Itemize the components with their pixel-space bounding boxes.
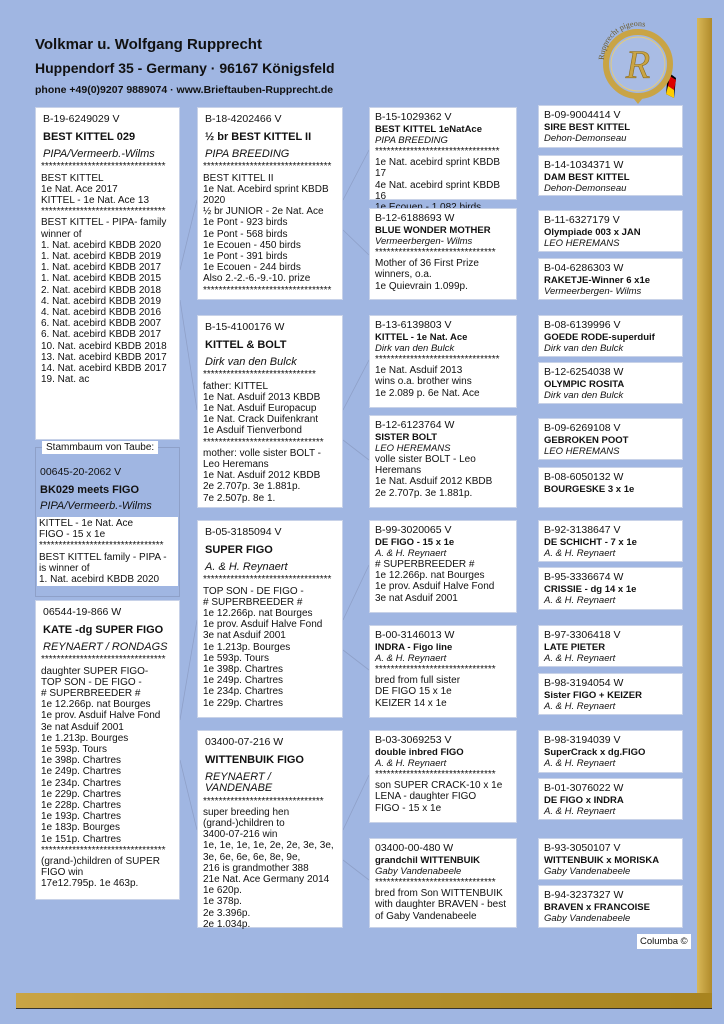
ring-number: B-12-6188693 W	[375, 212, 455, 224]
pigeon-card[interactable]	[538, 778, 683, 820]
ring-number: 03400-07-216 W	[205, 736, 284, 748]
pigeon-notes: volle sister BOLT - Leo Heremans 1e Nat. Asduif 2012 KBDB 2e 2.707p. 3e 1.881p.	[375, 454, 493, 499]
ring-number: B-08-6050132 W	[544, 471, 624, 483]
breeder: A. & H. Reynaert	[544, 548, 616, 559]
breeder: A. & H. Reynaert	[544, 758, 616, 769]
pigeon-card[interactable]	[197, 315, 343, 508]
pigeon-card[interactable]	[35, 600, 180, 900]
pigeon-name: KITTEL - 1e Nat. Ace	[375, 332, 468, 343]
breeder: Dirk van den Bulck	[205, 356, 297, 369]
ring-number: B-13-6139803 V	[375, 319, 452, 331]
breeder: A. & H. Reynaert	[205, 561, 288, 574]
breeder: A. & H. Reynaert	[544, 653, 616, 664]
ring-number: B-93-3050107 V	[544, 842, 621, 854]
breeder: A. & H. Reynaert	[544, 595, 616, 606]
pigeon-name: KITTEL & BOLT	[205, 339, 287, 351]
pigeon-card[interactable]	[538, 105, 683, 148]
ring-number: B-05-3185094 V	[205, 526, 282, 538]
breeder: REYNAERT / VANDENABE	[205, 771, 273, 795]
ring-number: B-12-6123764 W	[375, 419, 455, 431]
pigeon-name: ½ br BEST KITTEL II	[205, 131, 312, 143]
ring-number: B-15-4100176 W	[205, 321, 285, 333]
pigeon-name: KATE -dg SUPER FIGO	[43, 624, 164, 636]
pigeon-card[interactable]	[538, 467, 683, 508]
breeder: Dirk van den Bulck	[544, 343, 624, 354]
pigeon-notes: ******************************* son SUPER CRACK-10 x 1e LENA - daughter FIGO FIGO - 15 x 1e	[375, 769, 503, 814]
breeder-name: Volkmar u. Wolfgang Rupprecht	[35, 36, 262, 53]
ring-number: B-11-6327179 V	[544, 214, 620, 226]
breeder: Dehon-Demonseau	[544, 133, 627, 144]
pigeon-card[interactable]	[369, 625, 517, 718]
pigeon-card[interactable]	[538, 418, 683, 460]
pigeon-name: BRAVEN x FRANCOISE	[544, 902, 650, 913]
pigeon-card[interactable]	[369, 520, 517, 613]
ring-number: 00645-20-2062 V	[40, 466, 122, 478]
pigeon-notes: ******************************* bred from Son WITTENBUIK with daughter BRAVEN - best of Gaby Vandenabeele	[375, 877, 506, 922]
pigeon-card[interactable]	[369, 730, 517, 823]
breeder-address: Huppendorf 35 - Germany · 96167 Königsfeld	[35, 60, 335, 76]
pigeon-card[interactable]	[35, 107, 180, 440]
pigeon-card[interactable]	[369, 838, 517, 928]
pigeon-card[interactable]	[538, 315, 683, 357]
pigeon-notes: ******************************** BEST KITTEL 1e Nat. Ace 2017 KITTEL - 1e Nat. Ace 13 ******************************** BEST KITTEL - PIPA- family winner of 1. Nat. acebird KBDB 2020 1. Nat. acebird KBDB 2019 1. Nat. acebird KBDB 2017 1. Nat. acebird KBDB 2015 2. Nat. acebird KBDB 2018 4. Nat. acebird KBDB 2019 4. Nat. acebird KBDB 2016 6. Nat. acebird KBDB 2007 6. Nat. acebird KBDB 2017 10. Nat. acebird KBDB 2018 13. Nat. acebird KBDB 2017 14. Nat. acebird KBDB 2017 19. Nat. ac	[41, 161, 167, 386]
pigeon-name: BOURGESKE 3 x 1e	[544, 484, 635, 495]
ring-number: B-92-3138647 V	[544, 524, 621, 536]
ring-number: B-15-1029362 V	[375, 111, 452, 123]
pigeon-name: WITTENBUIK x MORISKA	[544, 855, 660, 866]
pigeon-name: LATE PIETER	[544, 642, 606, 653]
breeder: REYNAERT / RONDAGS	[43, 641, 168, 654]
pigeon-name: Sister FIGO + KEIZER	[544, 690, 642, 701]
pigeon-card[interactable]	[538, 520, 683, 562]
pigeon-notes: ******************************** daughter SUPER FIGO- TOP SON - DE FIGO - # SUPERBREEDER # 1e 12.266p. nat Bourges 1e prov. Asduif Halve Fond 3e nat Asduif 2001 1e 1.213p. Bourges 1e 593p. Tours 1e 398p. Chartres 1e 249p. Chartres 1e 234p. Chartres 1e 229p. Chartres 1e 228p. Chartres 1e 193p. Chartres 1e 183p. Bourges 1e 151p. Chartres ******************************** (grand-)children of SUPER FIGO win 17e12.795p. 1e 463p.	[41, 654, 166, 890]
ring-number: 03400-00-480 W	[375, 842, 454, 854]
pigeon-card[interactable]	[369, 315, 517, 408]
ring-number: B-12-6254038 W	[544, 366, 624, 378]
ring-number: B-03-3069253 V	[375, 734, 452, 746]
breeder: LEO HEREMANS	[375, 443, 451, 454]
subject-notes: KITTEL - 1e Nat. Ace FIGO - 15 x 1e ******************************** BEST KITTEL family - PIPA - is winner of 1. Nat. acebird KBDB 2020	[37, 517, 178, 586]
ring-number: B-95-3336674 W	[544, 571, 624, 583]
pigeon-name: GEBROKEN POOT	[544, 435, 629, 446]
pigeon-name: OLYMPIC ROSITA	[544, 379, 625, 390]
pigeon-name: DE FIGO - 15 x 1e	[375, 537, 455, 548]
pigeon-name: Olympiade 003 x JAN	[544, 227, 641, 238]
pigeon-card[interactable]	[538, 730, 683, 773]
pigeon-card[interactable]	[538, 258, 683, 300]
ring-number: 06544-19-866 W	[43, 606, 122, 618]
breeder: PIPA/Vermeerb.-Wilms	[43, 148, 155, 161]
pigeon-card[interactable]	[538, 155, 683, 196]
breeder: LEO HEREMANS	[544, 446, 620, 457]
pigeon-notes: ********************************* TOP SON - DE FIGO - # SUPERBREEDER # 1e 12.266p. nat Bourges 1e prov. Asduif Halve Fond 3e nat Asduif 2001 1e 1.213p. Bourges 1e 593p. Tours 1e 398p. Chartres 1e 249p. Chartres 1e 234p. Chartres 1e 229p. Chartres	[203, 574, 332, 709]
breeder: Vermeerbergen- Wilms	[375, 236, 473, 247]
svg-text:Rupprecht pigeons: Rupprecht pigeons	[596, 18, 647, 61]
breeder: A. & H. Reynaert	[375, 548, 447, 559]
subject-pigeon[interactable]	[40, 466, 152, 513]
pigeon-notes: ********************************* BEST KITTEL II 1e Nat. Acebird sprint KBDB 2020 ½ br JUNIOR - 2e Nat. Ace 1e Pont - 923 birds 1e Pont - 568 birds 1e Ecouen - 450 birds 1e Pont - 391 birds 1e Ecouen - 244 birds Also 2.-2.-6.-9.-10. prize *********************************	[203, 161, 332, 296]
pigeon-card[interactable]	[197, 107, 343, 300]
pigeon-name: SISTER BOLT	[375, 432, 438, 443]
pigeon-name: INDRA - Figo line	[375, 642, 453, 653]
pigeon-name: RAKETJE-Winner 6 x1e	[544, 275, 651, 286]
pigeon-card[interactable]	[538, 885, 683, 928]
breeder-contact: phone +49(0)9207 9889074 · www.Brieftauben-Rupprecht.de	[35, 84, 334, 96]
pigeon-name: DAM BEST KITTEL	[544, 172, 630, 183]
ring-number: B-94-3237327 W	[544, 889, 624, 901]
breeder: A. & H. Reynaert	[375, 653, 447, 664]
pigeon-name: SIRE BEST KITTEL	[544, 122, 631, 133]
ring-number: B-98-3194039 V	[544, 734, 621, 746]
pigeon-notes: ***************************** father: KITTEL 1e Nat. Asduif 2013 KBDB 1e Nat. Asduif Europacup 1e Nat. Crack Duifenkrant 1e Asduif Tienverbond ******************************* mother: volle sister BOLT - Leo Heremans 1e Nat. Asduif 2012 KBDB 2e 2.707p. 3e 1.881p. 7e 2.507p. 8e 1.	[203, 369, 324, 504]
pigeon-card[interactable]	[369, 415, 517, 508]
breeder: LEO HEREMANS	[544, 238, 620, 249]
ring-number: B-01-3076022 W	[544, 782, 624, 794]
ring-number: B-00-3146013 W	[375, 629, 455, 641]
ring-number: B-98-3194054 W	[544, 677, 624, 689]
ring-number: B-19-6249029 V	[43, 113, 120, 125]
pigeon-notes: # SUPERBREEDER # 1e 12.266p. nat Bourges 1e prov. Asduif Halve Fond 3e nat Asduif 2001	[375, 559, 495, 604]
pigeon-notes: ******************************* Mother of 36 First Prize winners, o.a. 1e Quievrain 1.099p.	[375, 247, 496, 292]
pigeon-card[interactable]	[369, 107, 517, 200]
ring-number: B-04-6286303 W	[544, 262, 624, 274]
breeder: PIPA/Vermeerb.-Wilms	[40, 500, 152, 512]
pigeon-card[interactable]	[538, 567, 683, 610]
pigeon-name: BLUE WONDER MOTHER	[375, 225, 491, 236]
breeder: PIPA BREEDING	[205, 148, 290, 161]
pigeon-name: GOEDE RODE-superduif	[544, 332, 655, 343]
pigeon-name: DE SCHICHT - 7 x 1e	[544, 537, 637, 548]
ring-number: B-99-3020065 V	[375, 524, 452, 536]
pigeon-notes: ******************************** 1e Nat. acebird sprint KBDB 17 4e Nat. acebird sprint KBDB 16	[375, 146, 501, 202]
ring-number: B-08-6139996 V	[544, 319, 621, 331]
pigeon-card[interactable]	[197, 520, 343, 718]
breeder: Dehon-Demonseau	[544, 183, 627, 194]
ring-number: B-18-4202466 V	[205, 113, 282, 125]
pigeon-name: SuperCrack x dg.FIGO	[544, 747, 646, 758]
ring-number: B-14-1034371 W	[544, 159, 624, 171]
pigeon-card[interactable]	[538, 362, 683, 404]
pigeon-card[interactable]	[538, 210, 683, 252]
pedigree-label: Stammbaum von Taube:	[42, 441, 158, 454]
breeder: Vermeerbergen- Wilms	[544, 286, 642, 297]
svg-text:R: R	[625, 42, 651, 87]
pigeon-notes: ******************************* bred from full sister DE FIGO 15 x 1e KEIZER 14 x 1e	[375, 664, 496, 709]
pigeon-card[interactable]	[538, 625, 683, 667]
pigeon-card[interactable]	[538, 838, 683, 880]
pigeon-name: BEST KITTEL 029	[43, 131, 136, 143]
breeder: Gaby Vandenabeele	[544, 913, 631, 924]
breeder: A. & H. Reynaert	[544, 806, 616, 817]
breeder: Dirk van den Bulck	[544, 390, 624, 401]
pigeon-name: WITTENBUIK FIGO	[205, 754, 304, 766]
pigeon-name: double inbred FIGO	[375, 747, 464, 758]
breeder: Gaby Vandenabeele	[544, 866, 631, 877]
breeder: PIPA BREEDING	[375, 135, 448, 146]
ring-number: B-09-6269108 V	[544, 422, 621, 434]
breeder: Gaby Vandenabeele	[375, 866, 462, 877]
copyright-label: Columba ©	[637, 934, 691, 949]
pigeon-name: grandchil WITTENBUIK	[375, 855, 481, 866]
pigeon-card[interactable]	[538, 673, 683, 715]
pigeon-notes: ******************************** 1e Nat. Asduif 2013 wins o.a. brother wins 1e 2.089 p. 6e Nat. Ace	[375, 354, 500, 399]
pigeon-name: SUPER FIGO	[205, 544, 273, 556]
pigeon-card[interactable]	[369, 208, 517, 300]
ring-number: B-97-3306418 V	[544, 629, 621, 641]
breeder: A. & H. Reynaert	[544, 701, 616, 712]
breeder: A. & H. Reynaert	[375, 758, 447, 769]
pigeon-name: BEST KITTEL 1eNatAce	[375, 124, 482, 135]
pigeon-card[interactable]	[197, 730, 343, 928]
pigeon-notes: ******************************* super breeding hen (grand-)children to 3400-07-216 win 1e, 1e, 1e, 1e, 2e, 2e, 3e, 3e, 3e, 6e, 6e, 6e, 8e, 9e, 216 is grandmother 388 21e Nat. Ace Germany 2014 1e 620p. 1e 378p. 2e 3.396p. 2e 1.034p.	[203, 795, 334, 930]
pigeon-name: CRISSIE - dg 14 x 1e	[544, 584, 637, 595]
pigeon-name: BK029 meets FIGO	[40, 484, 140, 496]
breeder: Dirk van den Bulck	[375, 343, 455, 354]
pigeon-name: DE FIGO x INDRA	[544, 795, 624, 806]
ring-number: B-09-9004414 V	[544, 109, 621, 121]
